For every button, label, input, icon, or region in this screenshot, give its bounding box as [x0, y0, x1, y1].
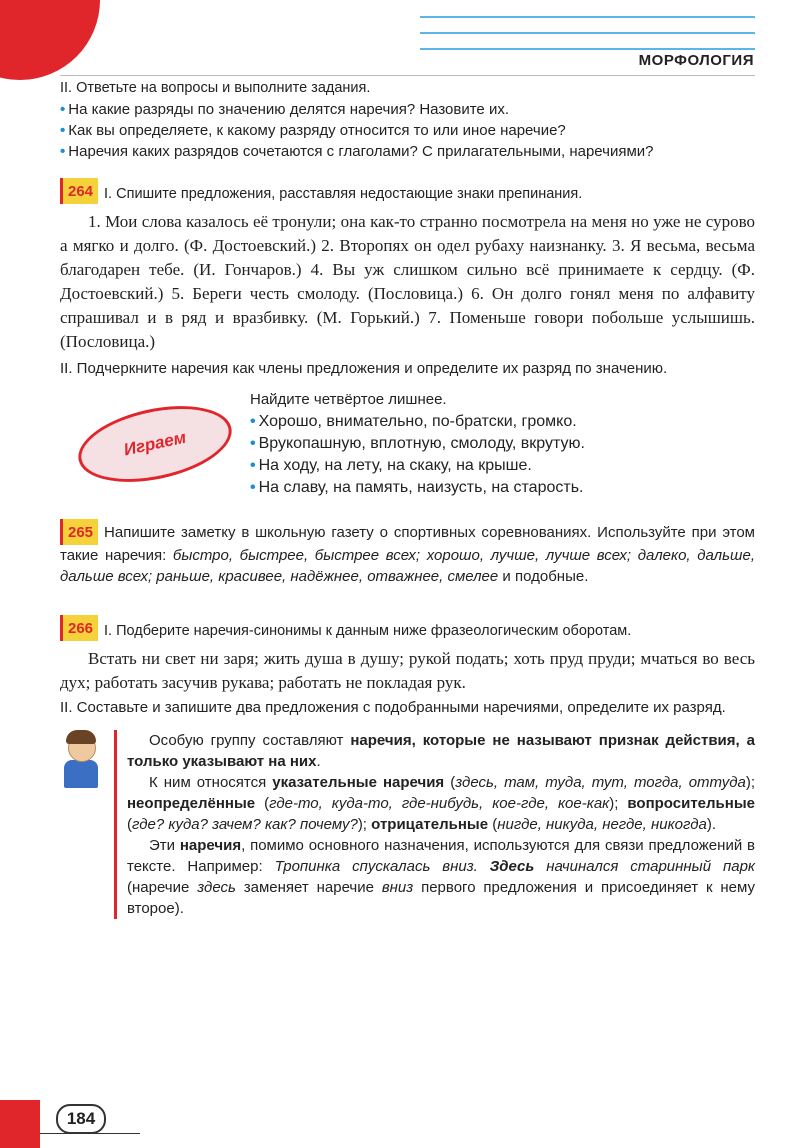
exercise-264-task2: II. Подчеркните наречия как члены предложения и определите их разряд по значению.: [60, 360, 668, 377]
game-item: • Врукопашную, вплотную, смолоду, вкрутую.: [250, 435, 585, 452]
game-block: [60, 389, 755, 499]
bullet-icon: •: [60, 101, 66, 118]
page-footer: [0, 1093, 150, 1148]
game-list: [250, 389, 755, 499]
bullet-icon: •: [250, 457, 256, 474]
question-item: • Наречия каких разрядов сочетаются с глаголами? С прилагательными, наречиями?: [60, 143, 654, 160]
exercise-number: 264: [60, 178, 98, 204]
rule-paragraph: К ним относятся указательные наречия (здесь, там, туда, тут, тогда, оттуда); неопределённые (где-то, куда-то, где-нибудь, кое-где, кое-как); вопросительные (где? куда? зачем? как? почему?); отрицательные (нигде, никуда, негде, никогда).: [127, 774, 756, 833]
footer-decoration: [0, 1100, 40, 1148]
exercise-number: 266: [60, 615, 98, 641]
exercise-266-header: [60, 615, 755, 641]
question-item: • Как вы определяете, к какому разряду относится то или иное наречие?: [60, 122, 566, 139]
page-number: 184: [56, 1104, 106, 1134]
game-item: • На ходу, на лету, на скаку, на крыше.: [250, 457, 532, 474]
bullet-icon: •: [250, 435, 256, 452]
rule-box: [60, 730, 755, 919]
game-item: • Хорошо, внимательно, по-братски, громко.: [250, 413, 577, 430]
exercise-265-text: 265 Напишите заметку в школьную газету о спортивных соревнованиях. Используйте при этом такие наречия: быстро, быстрее, быстрее всех; хорошо, лучше, лучше всех; далеко, дальше, дальше всех; раньше, красивее, надёжнее, отважнее, смелее и подобные.: [60, 519, 755, 587]
exercise-265: [60, 519, 755, 587]
header-rule: [60, 75, 755, 76]
exercise-266-task2: II. Составьте и запишите два предложения с подобранными наречиями, определите их разряд.: [60, 699, 726, 716]
section-title: МОРФОЛОГИЯ: [638, 52, 754, 69]
rule-paragraph: Эти наречия, помимо основного назначения, используются для связи предложений в тексте. Например: Тропинка спускалась вниз. Здесь начинался старинный парк (наречие здесь заменяет наречие вниз первого предложения и присоединяет к нему второе).: [127, 837, 755, 917]
corner-decoration: [0, 0, 100, 80]
exercise-number: 265: [60, 519, 98, 545]
question-item: • На какие разряды по значению делятся наречия? Назовите их.: [60, 101, 509, 118]
rule-paragraph: Особую группу составляют наречия, которые не называют признак действия, а только указывают на них.: [127, 732, 755, 770]
questions-heading: II. Ответьте на вопросы и выполните задания.: [60, 80, 371, 96]
game-lead: Найдите четвёртое лишнее.: [250, 391, 447, 408]
exercise-task: I. Подберите наречия-синонимы к данным ниже фразеологическим оборотам.: [104, 623, 632, 639]
game-item: • На славу, на память, наизусть, на старость.: [250, 479, 584, 496]
bullet-icon: •: [60, 122, 66, 139]
bullet-icon: •: [250, 413, 256, 430]
game-badge: Играем: [71, 394, 238, 495]
exercise-264-text: 1. Мои слова казалось её тронули; она как-то странно посмотрела на меня но уже не сурово а мягко и долго. (Ф. Достоевский.) 2. Второпях он одел рубаху наизнанку. 3. Я весьма, весьма благодарен тебе. (И. Гончаров.) 4. Вы уж слишком сильно всё принимаете к сердцу. (Ф. Достоевский.) 5. Береги честь смолоду. (Пословица.) 6. Он долго гонял меня по алфавиту спрашивал и в ряд и вразбивку. (М. Горький.) 7. Поменьше говори побольше услышишь. (Пословица.): [60, 212, 755, 351]
rule-text: [114, 730, 755, 919]
page-content: [60, 78, 755, 919]
bullet-icon: •: [250, 479, 256, 496]
student-icon: [60, 730, 102, 790]
exercise-264-header: [60, 178, 755, 204]
exercise-task: I. Спишите предложения, расставляя недостающие знаки препинания.: [104, 186, 583, 202]
bullet-icon: •: [60, 143, 66, 160]
exercise-266-text: Встать ни свет ни заря; жить душа в душу; рукой подать; хоть пруд пруди; мчаться во весь дух; работать засучив рукава; работать не покладая рук.: [60, 649, 755, 692]
